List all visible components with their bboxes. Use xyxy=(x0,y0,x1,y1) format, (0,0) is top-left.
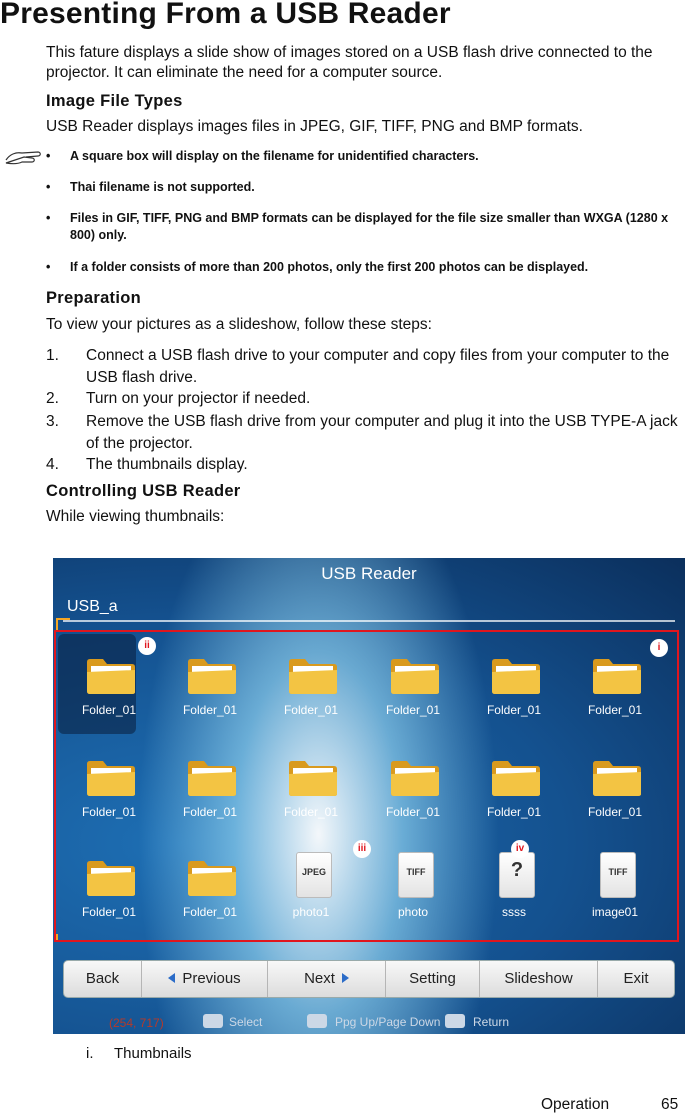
previous-button[interactable] xyxy=(142,961,268,997)
thumbnails-callout-frame xyxy=(54,630,679,942)
dpad-icon xyxy=(203,1014,223,1028)
figure-caption xyxy=(86,1045,192,1062)
note-hand-icon xyxy=(4,146,42,168)
step-item xyxy=(46,388,686,410)
preparation-intro: To view your pictures as a slideshow, follow these steps: xyxy=(46,316,432,333)
footer-section-name: Operation xyxy=(541,1096,610,1113)
file-badge: JPEG xyxy=(301,867,326,877)
tile-label: Folder_01 xyxy=(385,703,441,717)
note-text: Files in GIF, TIFF, PNG and BMP formats can be displayed for the file size smaller than WXGA (1280 x 800) only. xyxy=(70,211,669,242)
bullet: • xyxy=(46,180,51,194)
step-text: Turn on your projector if needed. xyxy=(86,390,311,407)
step-number: 3. xyxy=(46,413,59,430)
callout-iii: iii xyxy=(353,840,371,858)
arrow-left-icon xyxy=(168,973,175,983)
page-number: 65 xyxy=(661,1096,679,1113)
step-text: Remove the USB flash drive from your computer and plug it into the USB TYPE-A jack of the projector. xyxy=(86,413,678,452)
note-text: Thai filename is not supported. xyxy=(70,180,255,194)
bullet: • xyxy=(46,149,51,163)
file-badge: ? xyxy=(510,859,524,881)
button-bar xyxy=(63,960,675,998)
folder-path: USB_a xyxy=(67,598,118,615)
next-label: Next xyxy=(304,970,335,987)
callout-i: i xyxy=(650,639,668,657)
back-button[interactable]: Back xyxy=(64,961,142,997)
note-item xyxy=(46,148,676,165)
callout-ii: ii xyxy=(138,637,156,655)
tile-label: image01 xyxy=(591,905,639,919)
file-types-text: USB Reader displays images files in JPEG, GIF, TIFF, PNG and BMP formats. xyxy=(46,118,583,135)
note-text: A square box will display on the filename for unidentified characters. xyxy=(70,149,479,163)
note-text: If a folder consists of more than 200 photos, only the first 200 photos can be displayed. xyxy=(70,260,589,274)
file-types-heading: Image File Types xyxy=(46,92,183,110)
slideshow-button[interactable]: Slideshow xyxy=(480,961,598,997)
tile-label: Folder_01 xyxy=(81,703,137,717)
tile-label: Folder_01 xyxy=(385,805,441,819)
controlling-intro: While viewing thumbnails: xyxy=(46,508,225,525)
page-title: Presenting From a USB Reader xyxy=(0,0,451,30)
caption-text: Thumbnails xyxy=(114,1045,192,1062)
step-item xyxy=(46,345,686,389)
exit-button[interactable]: Exit xyxy=(623,970,649,987)
arrow-right-icon xyxy=(342,973,349,983)
step-text: Connect a USB flash drive to your computer and copy files from your computer to the USB flash drive. xyxy=(86,347,670,386)
select-hint: Select xyxy=(229,1015,263,1029)
tile-label: Folder_01 xyxy=(587,805,643,819)
coordinate-readout: (254, 717) xyxy=(109,1016,164,1030)
tile-label: photo1 xyxy=(292,905,330,919)
note-item xyxy=(46,179,676,196)
tile-label: Folder_01 xyxy=(182,703,238,717)
tile-label: Folder_01 xyxy=(587,703,643,717)
step-number: 1. xyxy=(46,347,59,364)
tile-label: Folder_01 xyxy=(283,805,339,819)
usb-reader-screen xyxy=(53,558,685,1034)
setting-button[interactable]: Setting xyxy=(386,961,480,997)
screen-title: USB Reader xyxy=(321,564,417,583)
intro-paragraph: This fature displays a slide show of images stored on a USB flash drive connected to the projector. It can eliminate the need for a computer source. xyxy=(46,44,653,81)
hint-bar xyxy=(53,1006,685,1034)
file-badge: TIFF xyxy=(406,867,426,877)
preparation-heading: Preparation xyxy=(46,289,141,307)
step-number: 4. xyxy=(46,456,59,473)
tile-label: Folder_01 xyxy=(182,905,238,919)
tile-label: ssss xyxy=(502,905,526,919)
previous-label: Previous xyxy=(182,970,241,987)
tile-label: Folder_01 xyxy=(81,805,137,819)
caption-number: i. xyxy=(86,1045,94,1062)
step-item xyxy=(46,411,686,455)
tile-label: Folder_01 xyxy=(283,703,339,717)
page-hint: Ppg Up/Page Down xyxy=(335,1015,441,1029)
note-item xyxy=(46,259,676,276)
return-key-icon xyxy=(445,1014,465,1028)
tile-label: photo xyxy=(397,905,429,919)
bullet: • xyxy=(46,260,51,274)
bullet: • xyxy=(46,211,51,225)
controlling-heading: Controlling USB Reader xyxy=(46,482,241,500)
next-button[interactable] xyxy=(268,961,386,997)
tile-label: Folder_01 xyxy=(81,905,137,919)
file-badge: TIFF xyxy=(608,867,628,877)
return-hint: Return xyxy=(473,1015,510,1029)
tile-label: Folder_01 xyxy=(486,703,542,717)
tile-label: Folder_01 xyxy=(182,805,238,819)
page-key-icon xyxy=(307,1014,327,1028)
note-item xyxy=(46,210,676,244)
callout-iv: iv xyxy=(511,840,529,858)
step-text: The thumbnails display. xyxy=(86,456,248,473)
path-divider xyxy=(63,620,675,622)
tile-label: Folder_01 xyxy=(486,805,542,819)
step-number: 2. xyxy=(46,390,59,407)
step-item xyxy=(46,454,686,476)
